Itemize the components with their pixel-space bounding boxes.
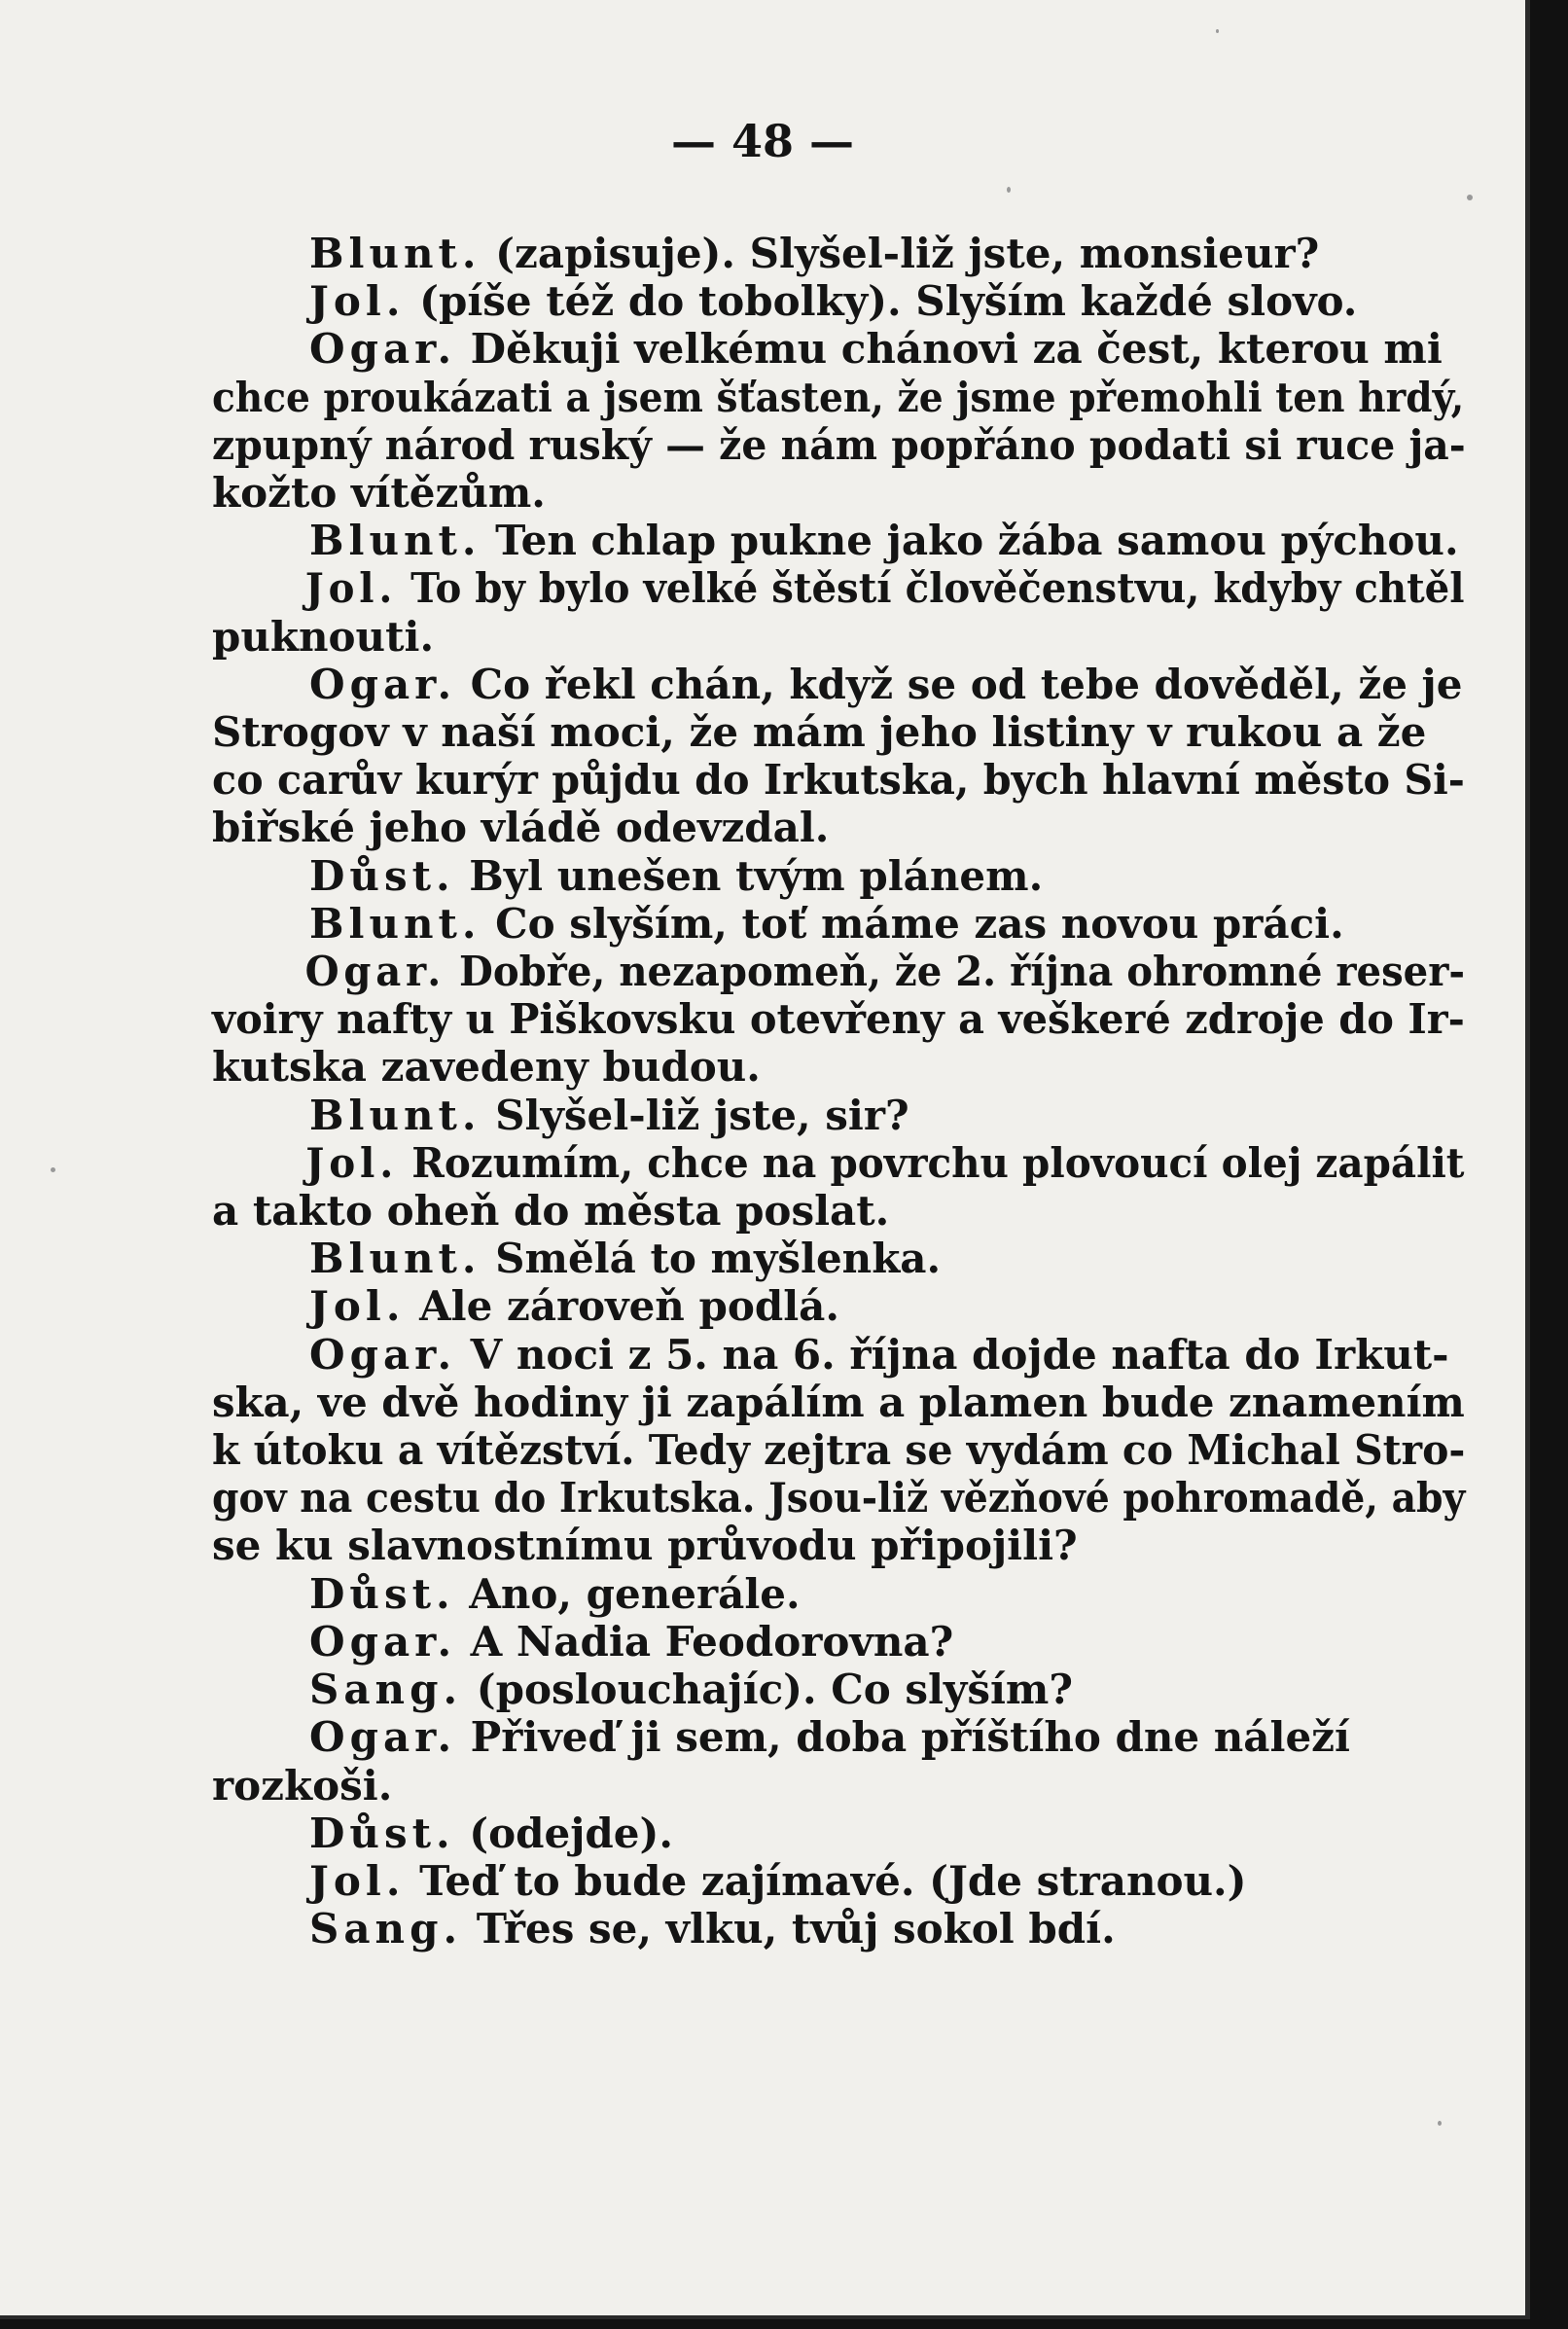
speech-line <box>212 1331 1465 1379</box>
continuation-line <box>212 756 1465 805</box>
speech-line <box>212 1905 1465 1953</box>
speaker-name: Ogar. <box>309 660 457 708</box>
line-text: (odejde). <box>454 1809 674 1857</box>
continuation-line <box>212 708 1465 756</box>
continuation-line <box>212 995 1465 1044</box>
speech-line <box>212 325 1465 373</box>
line-text: To by bylo velké štěstí člověčenstvu, kdyby chtěl <box>397 564 1465 613</box>
continuation-line <box>212 1762 1465 1809</box>
speaker-name: Blunt. <box>309 1091 481 1139</box>
line-text: (píše též do tobolky). Slyším každé slovo. <box>405 277 1358 326</box>
line-text: kožto vítězům. <box>212 469 546 518</box>
line-text: Co slyším, toť máme zas novou práci. <box>481 899 1344 948</box>
line-text: Ano, generále. <box>454 1569 801 1618</box>
speech-line <box>212 900 1465 948</box>
speaker-name: Jol. <box>309 277 406 326</box>
speech-line <box>212 852 1465 900</box>
line-text: Rozumím, chce na povrchu plovoucí olej zapálit <box>398 1138 1465 1187</box>
line-text: a takto oheň do města poslat. <box>212 1187 890 1236</box>
speaker-name: Jol. <box>305 1138 399 1187</box>
speaker-name: Důst. <box>309 1809 455 1857</box>
speaker-name: Ogar. <box>309 1617 457 1666</box>
line-text: Co řekl chán, když se od tebe dověděl, že je <box>456 660 1463 708</box>
page-number: — 48 — <box>670 115 855 167</box>
line-text: chce proukázati a jsem šťasten, že jsme přemohli ten hrdý, <box>212 373 1465 421</box>
scan-speck <box>51 1167 55 1172</box>
speaker-name: Ogar. <box>304 948 446 996</box>
speaker-name: Blunt. <box>309 517 481 565</box>
speaker-name: Blunt. <box>309 230 481 277</box>
continuation-line <box>212 1474 1466 1523</box>
line-text: Smělá to myšlenka. <box>481 1235 942 1283</box>
speech-line <box>212 1809 1465 1857</box>
continuation-line <box>212 804 1465 851</box>
speaker-name: Jol. <box>304 564 398 613</box>
speech-line <box>212 1235 1465 1282</box>
speaker-name: Ogar. <box>309 1330 457 1379</box>
speech-line <box>212 564 1465 613</box>
speech-line <box>212 1857 1465 1905</box>
line-text: kutska zavedeny budou. <box>212 1043 761 1092</box>
line-text: (zapisuje). Slyšel-liž jste, monsieur? <box>481 230 1320 277</box>
line-text: V noci z 5. na 6. října dojde nafta do Irkut- <box>456 1330 1449 1379</box>
continuation-line <box>212 469 1465 517</box>
scan-speck <box>1007 187 1011 193</box>
speech-line <box>212 1618 1465 1666</box>
line-text: co carův kurýr půjdu do Irkutska, bych hlavní město Si- <box>212 756 1465 805</box>
speech-line <box>212 948 1466 996</box>
line-text: gov na cestu do Irkutska. Jsou-liž vězňové pohromadě, aby <box>212 1474 1466 1523</box>
speech-line <box>212 1666 1465 1713</box>
continuation-line <box>212 1187 1465 1235</box>
speech-line <box>212 1138 1465 1187</box>
speaker-name: Jol. <box>309 1282 406 1331</box>
line-text: A Nadia Feodorovna? <box>456 1617 954 1666</box>
line-text: voiry nafty u Piškovsku otevřeny a veškeré zdroje do Ir- <box>212 995 1465 1044</box>
line-text: Slyšel-liž jste, sir? <box>481 1091 909 1139</box>
line-text: puknouti. <box>212 612 435 661</box>
line-text: ska, ve dvě hodiny ji zapálím a plamen bude znamením <box>212 1378 1465 1426</box>
continuation-line <box>212 1378 1465 1426</box>
speaker-name: Ogar. <box>309 325 457 374</box>
line-text: zpupný národ ruský — že nám popřáno podati si ruce ja- <box>212 420 1466 469</box>
line-text: Dobře, nezapomeň, že 2. října ohromné reser- <box>445 948 1466 996</box>
line-text: Třes se, vlku, tvůj sokol bdí. <box>462 1905 1116 1953</box>
speech-line <box>212 517 1465 564</box>
line-text: Ale zároveň podlá. <box>405 1282 840 1331</box>
line-text: biřské jeho vládě odevzdal. <box>212 804 830 852</box>
speaker-name: Důst. <box>309 1569 455 1618</box>
speech-line <box>212 230 1465 277</box>
speaker-name: Ogar. <box>309 1713 457 1762</box>
scan-speck <box>1438 2121 1442 2126</box>
line-text: Děkuji velkému chánovi za čest, kterou mi <box>456 325 1443 374</box>
speaker-name: Blunt. <box>309 899 481 948</box>
speech-line <box>212 1282 1465 1330</box>
continuation-line <box>212 1522 1465 1569</box>
speaker-name: Sang. <box>309 1666 463 1714</box>
line-text: Přiveď ji sem, doba příštího dne náleží <box>456 1713 1350 1762</box>
line-text: Strogov v naší moci, že mám jeho listiny v rukou a že <box>212 708 1427 757</box>
continuation-line <box>212 613 1465 661</box>
line-text: (poslouchajíc). Co slyším? <box>462 1666 1073 1714</box>
speaker-name: Jol. <box>309 1856 406 1905</box>
line-text: k útoku a vítězství. Tedy zejtra se vydám co Michal Stro- <box>212 1426 1466 1475</box>
speech-line <box>212 661 1465 708</box>
play-text <box>212 230 1465 1953</box>
line-text: Teď to bude zajímavé. (Jde stranou.) <box>405 1856 1247 1905</box>
speech-line <box>212 1092 1465 1139</box>
speech-line <box>212 1713 1465 1761</box>
line-text: Ten chlap pukne jako žába samou pýchou. <box>481 517 1459 565</box>
line-text: rozkoši. <box>212 1761 393 1809</box>
speech-line <box>212 277 1465 325</box>
speech-line <box>212 1570 1465 1618</box>
scan-speck <box>1467 195 1473 200</box>
continuation-line <box>212 1426 1466 1475</box>
speaker-name: Blunt. <box>309 1235 481 1283</box>
continuation-line <box>212 420 1466 469</box>
continuation-line <box>212 1043 1465 1091</box>
line-text: se ku slavnostnímu průvodu připojili? <box>212 1522 1078 1570</box>
scan-speck <box>1216 29 1219 33</box>
continuation-line <box>212 373 1465 421</box>
line-text: Byl unešen tvým plánem. <box>454 851 1044 900</box>
speaker-name: Důst. <box>309 851 455 900</box>
speaker-name: Sang. <box>309 1905 463 1953</box>
